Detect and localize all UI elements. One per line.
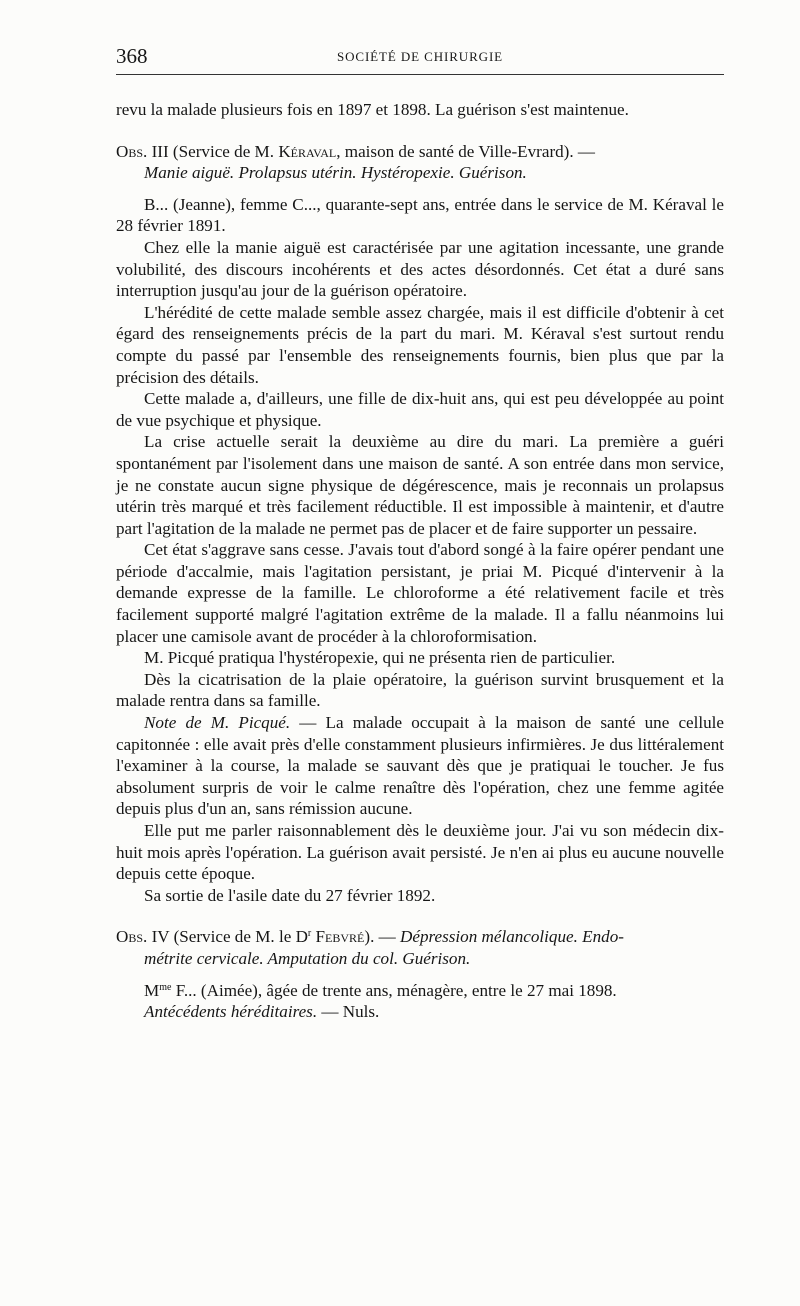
obs3-physician: Kéraval xyxy=(278,141,337,161)
note-text: — La malade occupait à la maison de santé une cellule capitonnée : elle avait près d'elle constamment plusieurs infirmières. Je dus littéralement l'examiner à la course, la malade se sauvant dès que je pratiquai le toucher. Je fus absolument surpris de voir le calme renaître dès l'opération, chez une femme agitée depuis plus d'un an, sans rémission aucune. xyxy=(116,713,725,819)
observation-4-heading xyxy=(116,926,724,969)
observation-4-diagnosis: métrite cervicale. Amputation du col. Guérison. xyxy=(144,948,471,968)
paragraph-heredity: L'hérédité de cette malade semble assez chargée, mais il est difficile d'obtenir à cet égard des renseignements précis de la part du mari. M. Kéraval s'est surtout rendu compte du passé par l'ensemble des renseignements fournis, bien plus que par la précision des détails. xyxy=(116,302,724,387)
observation-4-title xyxy=(116,926,724,948)
paragraph-hysteropexy: M. Picqué pratiqua l'hystéropexie, qui ne présenta rien de particulier. xyxy=(144,648,616,668)
antecedents-label: Antécédents héréditaires. xyxy=(144,1002,318,1022)
body-text xyxy=(116,99,724,1023)
obs-label: Obs. xyxy=(116,141,148,161)
title-m: M xyxy=(144,980,160,1000)
paragraph-note-picque xyxy=(116,712,724,820)
patient-2-text: F... (Aimée), âgée de trente ans, ménagère, entre le 27 mai 1898. xyxy=(171,980,617,1000)
obs-label: Obs. xyxy=(116,927,148,947)
obs4-physician: Febvré xyxy=(315,927,365,947)
obs4-head-b: ). — xyxy=(364,927,396,947)
observation-3-diagnosis: Manie aiguë. Prolapsus utérin. Hystéropexie. Guérison. xyxy=(144,163,527,183)
observation-3-title xyxy=(116,141,724,163)
page-number: 368 xyxy=(116,44,148,68)
observation-3-heading xyxy=(116,141,724,184)
paragraph-antecedents xyxy=(116,1001,724,1023)
paragraph-patient-2 xyxy=(116,980,724,1002)
book-page xyxy=(116,40,724,1023)
running-title: SOCIÉTÉ DE CHIRURGIE xyxy=(336,49,504,64)
page-header xyxy=(116,40,724,75)
paragraph-follow-up: Elle put me parler raisonnablement dès le deuxième jour. J'ai vu son médecin dix-huit mois après l'opération. La guérison avait persisté. Je n'en ai plus eu aucune nouvelle depuis cette époque. xyxy=(116,821,724,884)
paragraph-continuation: revu la malade plusieurs fois en 1897 et 1898. La guérison s'est maintenue. xyxy=(116,100,629,119)
title-me: me xyxy=(159,981,172,993)
antecedents-text: — Nuls. xyxy=(317,1002,380,1022)
obs3-head-a: III (Service de M. xyxy=(151,141,275,161)
obs3-head-b: , maison de santé de Ville-Evrard). — xyxy=(336,141,596,161)
paragraph-recovery: Dès la cicatrisation de la plaie opératoire, la guérison survint brusquement et la malade rentra dans sa famille. xyxy=(116,669,724,711)
paragraph-discharge: Sa sortie de l'asile date du 27 février 1892. xyxy=(144,885,436,905)
note-label: Note de M. Picqué. xyxy=(144,713,291,733)
obs4-sup: r xyxy=(307,928,312,940)
paragraph-operation-decision: Cet état s'aggrave sans cesse. J'avais tout d'abord songé à la faire opérer pendant une période d'accalmie, mais l'agitation persistant, je priai M. Picqué d'intervenir à la demande expresse de la famille. Le chloroforme a été relativement facile et très facilement supporté malgré l'agitation extrême de la malade. Il a fallu néanmoins lui placer une camisole avant de procéder à la chloroformisation. xyxy=(116,540,724,646)
paragraph-symptoms: Chez elle la manie aiguë est caractérisée par une agitation incessante, une grande volubilité, des discours incohérents et des actes désordonnés. Cet état a duré sans interruption jusqu'au jour de la guérison opératoire. xyxy=(116,237,724,301)
paragraph-crisis: La crise actuelle serait la deuxième au dire du mari. La première a guéri spontanément par l'isolement dans une maison de santé. A son entrée dans mon service, je ne constate aucun signe physique de dégérescence, mais je reconnais un prolapsus utérin très marqué et très facilement réductible. Il est impossible à maintenir, et d'autre part l'agitation de la malade ne permet pas de placer et de faire supporter un pessaire. xyxy=(116,432,724,538)
obs4-diagnosis-start: Dépression mélancolique. Endo- xyxy=(400,927,624,947)
paragraph-daughter: Cette malade a, d'ailleurs, une fille de dix-huit ans, qui est peu développée au point de vue psychique et physique. xyxy=(116,389,724,430)
paragraph-patient: B... (Jeanne), femme C..., quarante-sept ans, entrée dans le service de M. Kéraval le 28 février 1891. xyxy=(116,194,724,236)
obs4-head-a: IV (Service de M. le D xyxy=(151,927,308,947)
